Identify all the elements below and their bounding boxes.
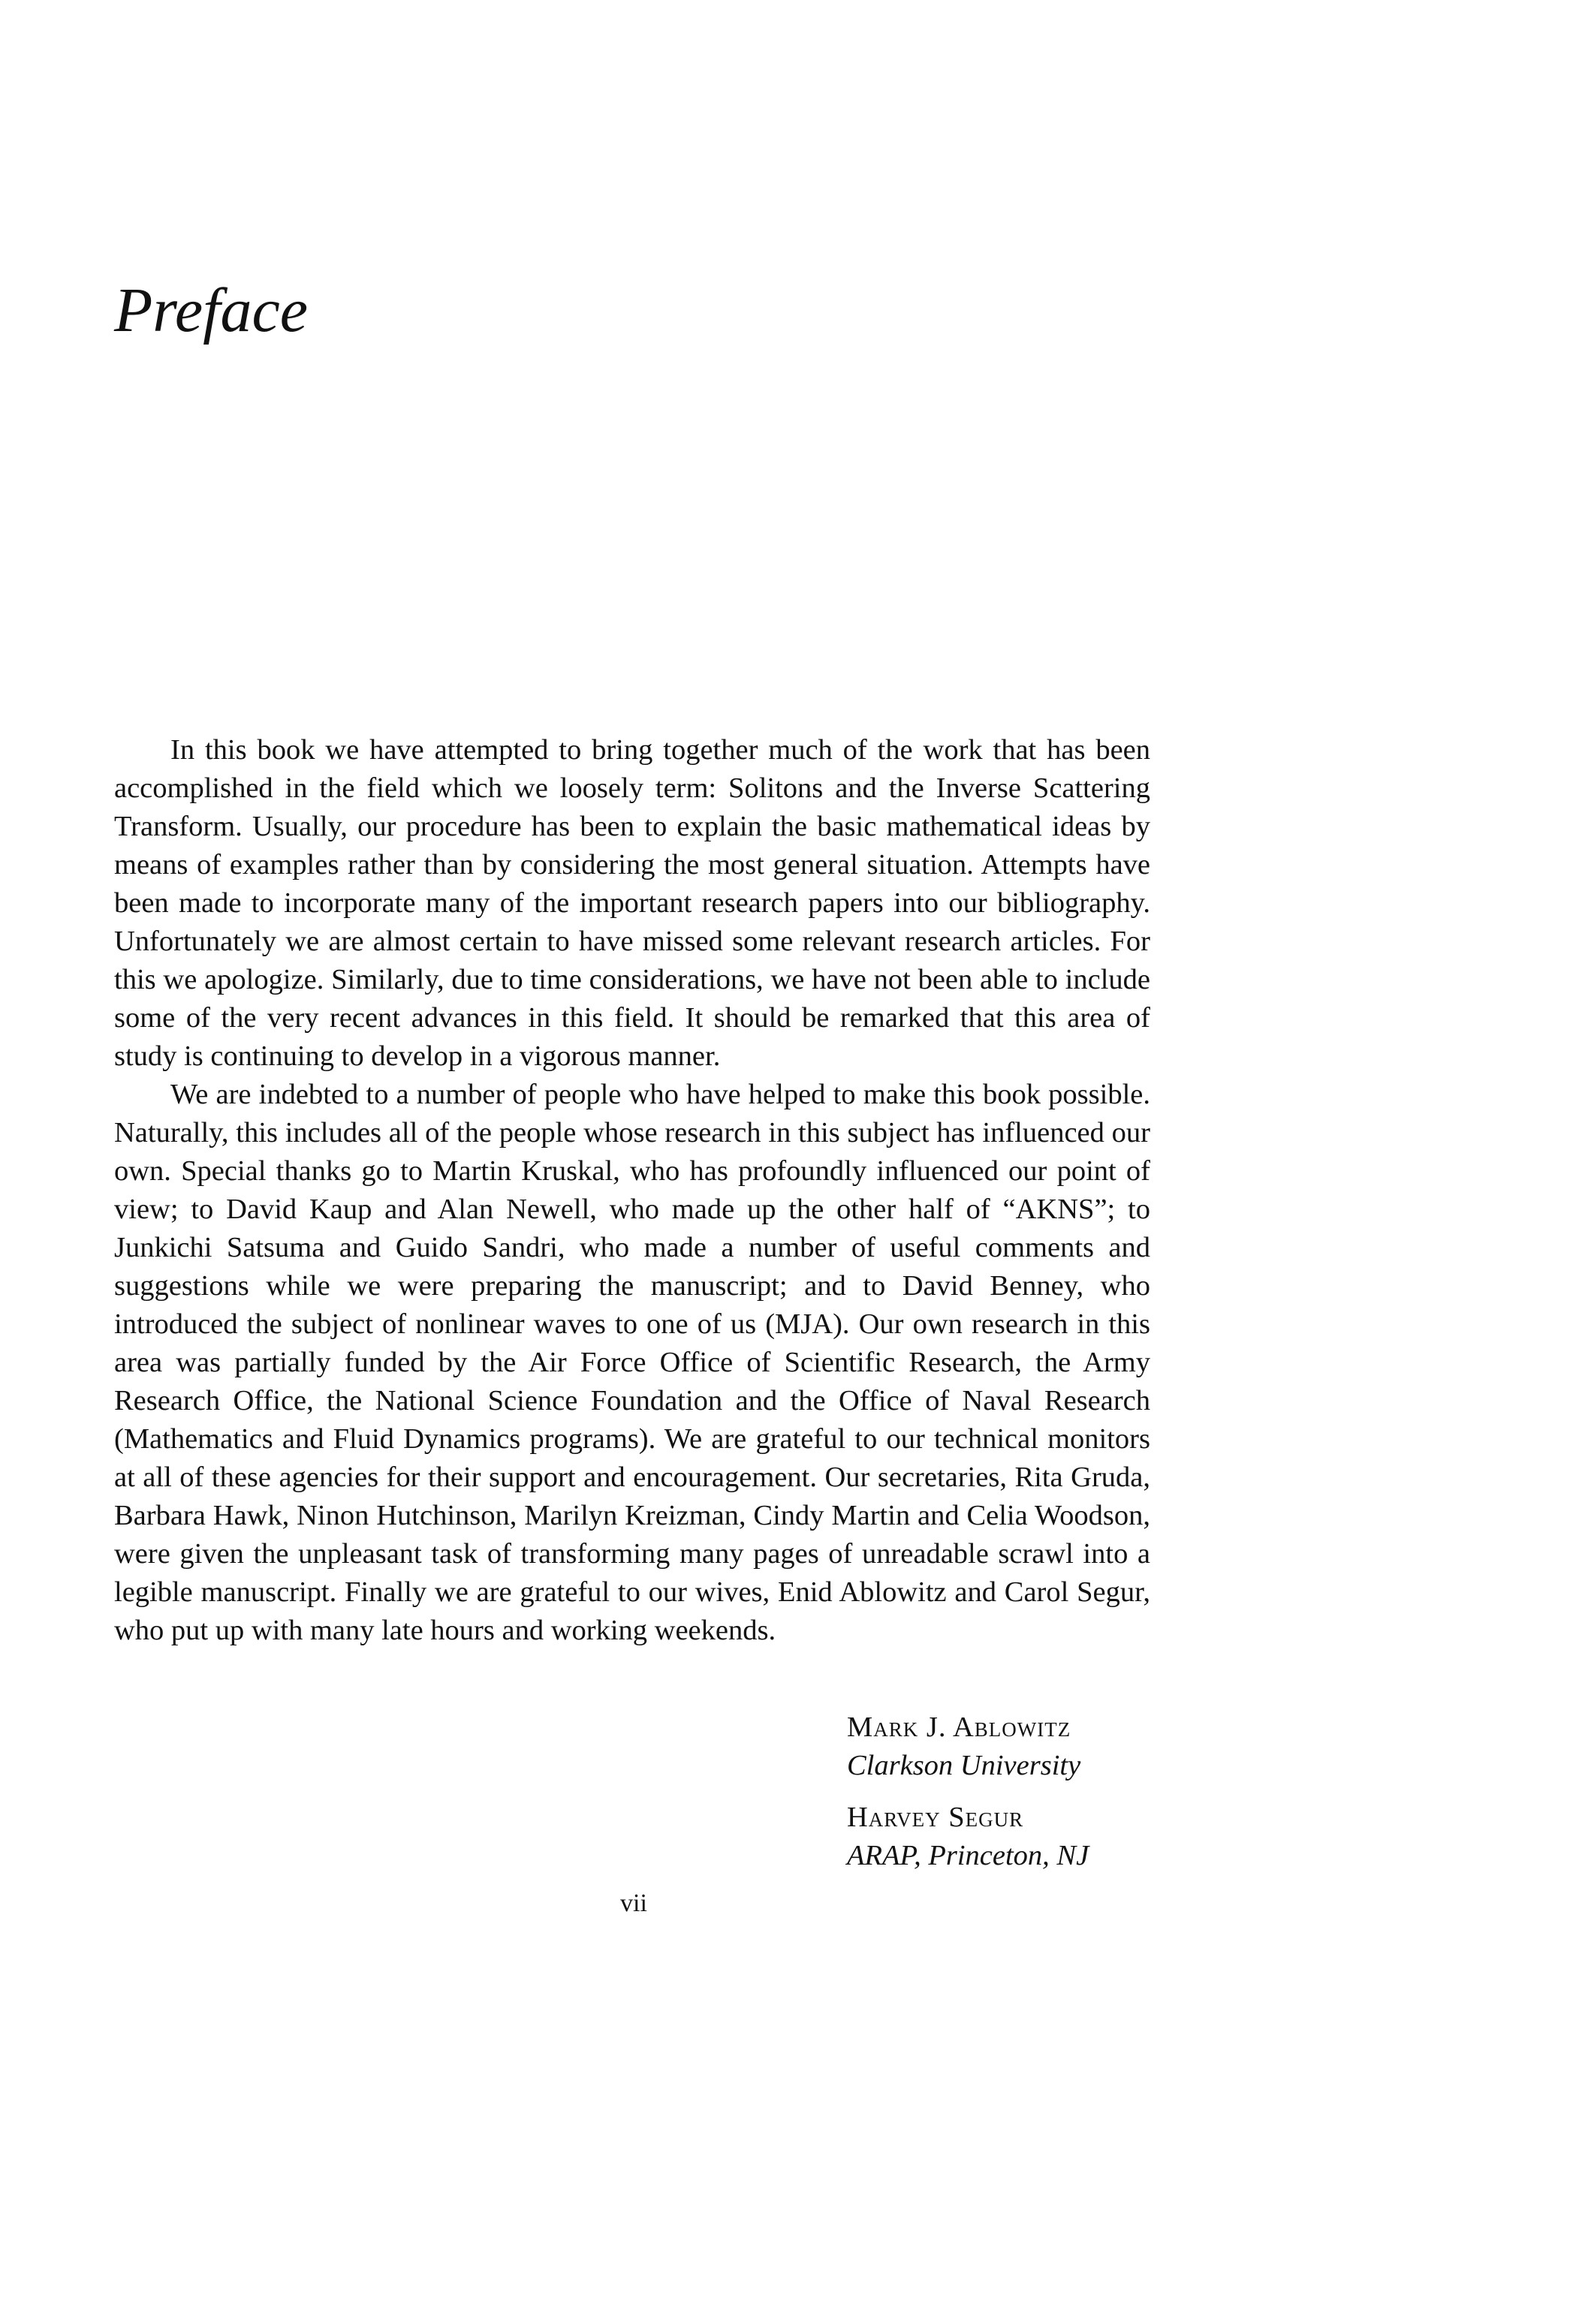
paragraph-1: In this book we have attempted to bring together much of the work that has been accomplished in the field which we loosely term: Solitons and the Inverse Scattering Transform. Usually, our procedure has been to explain the basic mathematical ideas by means of examples rather than by considering the most general situation. Attempts have been made to incorporate many of the important research papers into our bibliography. Unfortunately we are almost certain to have missed some relevant research articles. For this we apologize. Similarly, due to time considerations, we have not been able to include some of the very recent advances in this field. It should be remarked that this area of study is continuing to develop in a vigorous manner.: [114, 734, 1150, 1072]
signature-ablowitz: [847, 1708, 1080, 1785]
author-name: Harvey Segur: [847, 1802, 1024, 1833]
preface-body: [114, 731, 1150, 1650]
paragraph-2: We are indebted to a number of people who have helped to make this book possible. Naturally, this includes all of the people whose research in this subject has influenced our own. Special thanks go to Martin Kruskal, who has profoundly influenced our point of view; to David Kaup and Alan Newell, who made up the other half of “AKNS”; to Junkichi Satsuma and Guido Sandri, who made a number of useful comments and suggestions while we were preparing the manuscript; and to David Benney, who introduced the subject of nonlinear waves to one of us (MJA). Our own research in this area was partially funded by the Air Force Office of Scientific Research, the Army Research Office, the National Science Foundation and the Office of Naval Research (Mathematics and Fluid Dynamics programs). We are grateful to our technical monitors at all of these agencies for their support and encouragement. Our secretaries, Rita Gruda, Barbara Hawk, Ninon Hutchinson, Marilyn Kreizman, Cindy Martin and Celia Woodson, were given the unpleasant task of transforming many pages of unreadable scrawl into a legible manuscript. Finally we are grateful to our wives, Enid Ablowitz and Carol Segur, who put up with many late hours and working weekends.: [114, 1079, 1150, 1646]
signature-segur: [847, 1799, 1089, 1875]
page-number: vii: [620, 1889, 647, 1917]
author-name: Mark J. Ablowitz: [847, 1711, 1071, 1743]
page-title: Preface: [114, 275, 309, 345]
author-affiliation: ARAP, Princeton, NJ: [847, 1840, 1089, 1871]
author-affiliation: Clarkson University: [847, 1750, 1081, 1781]
